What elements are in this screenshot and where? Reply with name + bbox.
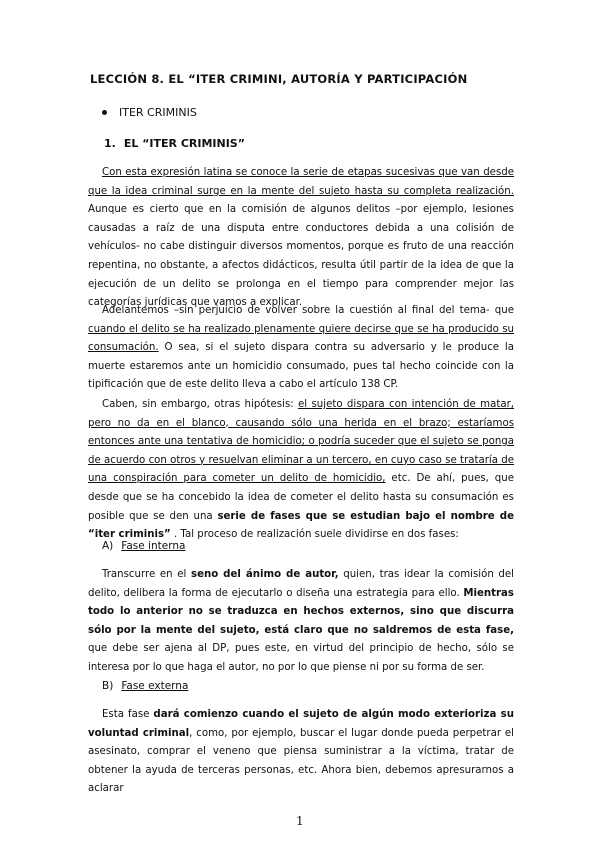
lesson-title: LECCIÓN 8. EL “ITER CRIMINI, AUTORÍA Y PARTICIPACIÓN	[90, 72, 468, 86]
p4-bold-2: Mientras todo lo anterior no se traduzca en hechos externos, sino que discurra sólo por la mente del sujeto, está claro que no saldremos de esta fase,	[88, 587, 514, 636]
p1-text: Aunque es cierto que en la comisión de algunos delitos –por ejemplo, lesiones causadas a raíz de una disputa entre conductores debida a una colisión de vehículos- no cabe distinguir diversos momentos, porque es fruto de una reacción repentina, no obstante, a afectos didácticos, resulta útil partir de la idea de que la ejecución de un delito se prolonga en el tiempo para comprender mejor las categorías jurídicas que vamos a explicar.	[88, 204, 514, 309]
p3-bold: serie de fases que se estudian bajo el nombre de “iter criminis”	[88, 510, 514, 541]
subheading-a	[102, 540, 185, 552]
p3-underlined: el sujeto dispara con intención de matar, pero no da en el blanco, causando sólo una herida en el brazo; estaríamos entonces ante una tentativa de homicidio; o podría suceder que el sujeto se ponga de acuerdo con otros y resuelvan eliminar a un tercero, en cuyo caso se trataría de una conspiración para cometer un delito de homicidio,	[88, 399, 514, 485]
paragraph-5	[88, 706, 514, 799]
p2-text-1: Adelantemos –sin perjuicio de volver sobre la cuestión al final del tema- que	[102, 305, 514, 316]
p5-bold: dará comienzo cuando el sujeto de algún modo exterioriza su voluntad criminal	[88, 709, 514, 739]
bullet-text: ITER CRIMINIS	[119, 106, 197, 119]
p2-text-2: O sea, si el sujeto dispara contra su adversario y le produce la muerte estaremos ante un homicidio consumado, pues tal hecho coincide con la tipificación que de este delito lleva a cabo el artículo 138 CP.	[88, 342, 514, 391]
page-number: 1	[296, 814, 304, 828]
p4-text-1: Transcurre en el	[102, 569, 191, 580]
section-title: EL “ITER CRIMINIS”	[123, 137, 245, 150]
p4-bold-1: seno del ánimo de autor,	[191, 569, 339, 580]
p5-text-2: , como, por ejemplo, buscar el lugar donde pueda perpetrar el asesinato, comprar el veneno que piensa suministrar a la víctima, tratar de obtener la ayuda de terceras personas, etc. Ahora bien, debemos apresurarnos a aclarar	[88, 727, 514, 795]
paragraph-3	[88, 396, 514, 545]
subheading-b-title: Fase externa	[121, 680, 189, 692]
bullet-dot-icon	[102, 110, 107, 115]
section-heading	[104, 137, 245, 150]
p1-underlined: Con esta expresión latina se conoce la serie de etapas sucesivas que van desde que la idea criminal surge en la mente del sujeto hasta su completa realización.	[88, 167, 514, 197]
p2-underlined: cuando el delito se ha realizado plenamente quiere decirse que se ha producido su consumación.	[88, 323, 514, 354]
bullet-item	[102, 106, 197, 119]
paragraph-2	[88, 302, 514, 395]
subheading-a-label: A)	[102, 540, 114, 552]
p3-text-2: etc. De ahí, pues, que desde que se ha concebido la idea de cometer el delito hasta su consumación es posible que se den una	[88, 473, 514, 522]
section-number: 1.	[104, 137, 116, 150]
p3-text-3: . Tal proceso de realización suele dividirse en dos fases:	[170, 529, 459, 541]
p4-text-2: quien, tras idear la comisión del delito, delibera la forma de ejecutarlo o diseña una estrategia para ello.	[88, 569, 514, 599]
paragraph-4	[88, 566, 514, 678]
p3-text-1: Caben, sin embargo, otras hipótesis:	[102, 399, 299, 410]
p5-text-1: Esta fase	[102, 709, 154, 720]
subheading-b-label: B)	[102, 680, 114, 692]
paragraph-1	[88, 164, 514, 313]
subheading-b	[102, 680, 188, 692]
subheading-a-title: Fase interna	[121, 540, 186, 552]
p4-text-3: que debe ser ajena al DP, pues este, en virtud del principio de hecho, sólo se interesa por lo que haga el autor, no por lo que piense ni por su forma de ser.	[88, 643, 514, 673]
